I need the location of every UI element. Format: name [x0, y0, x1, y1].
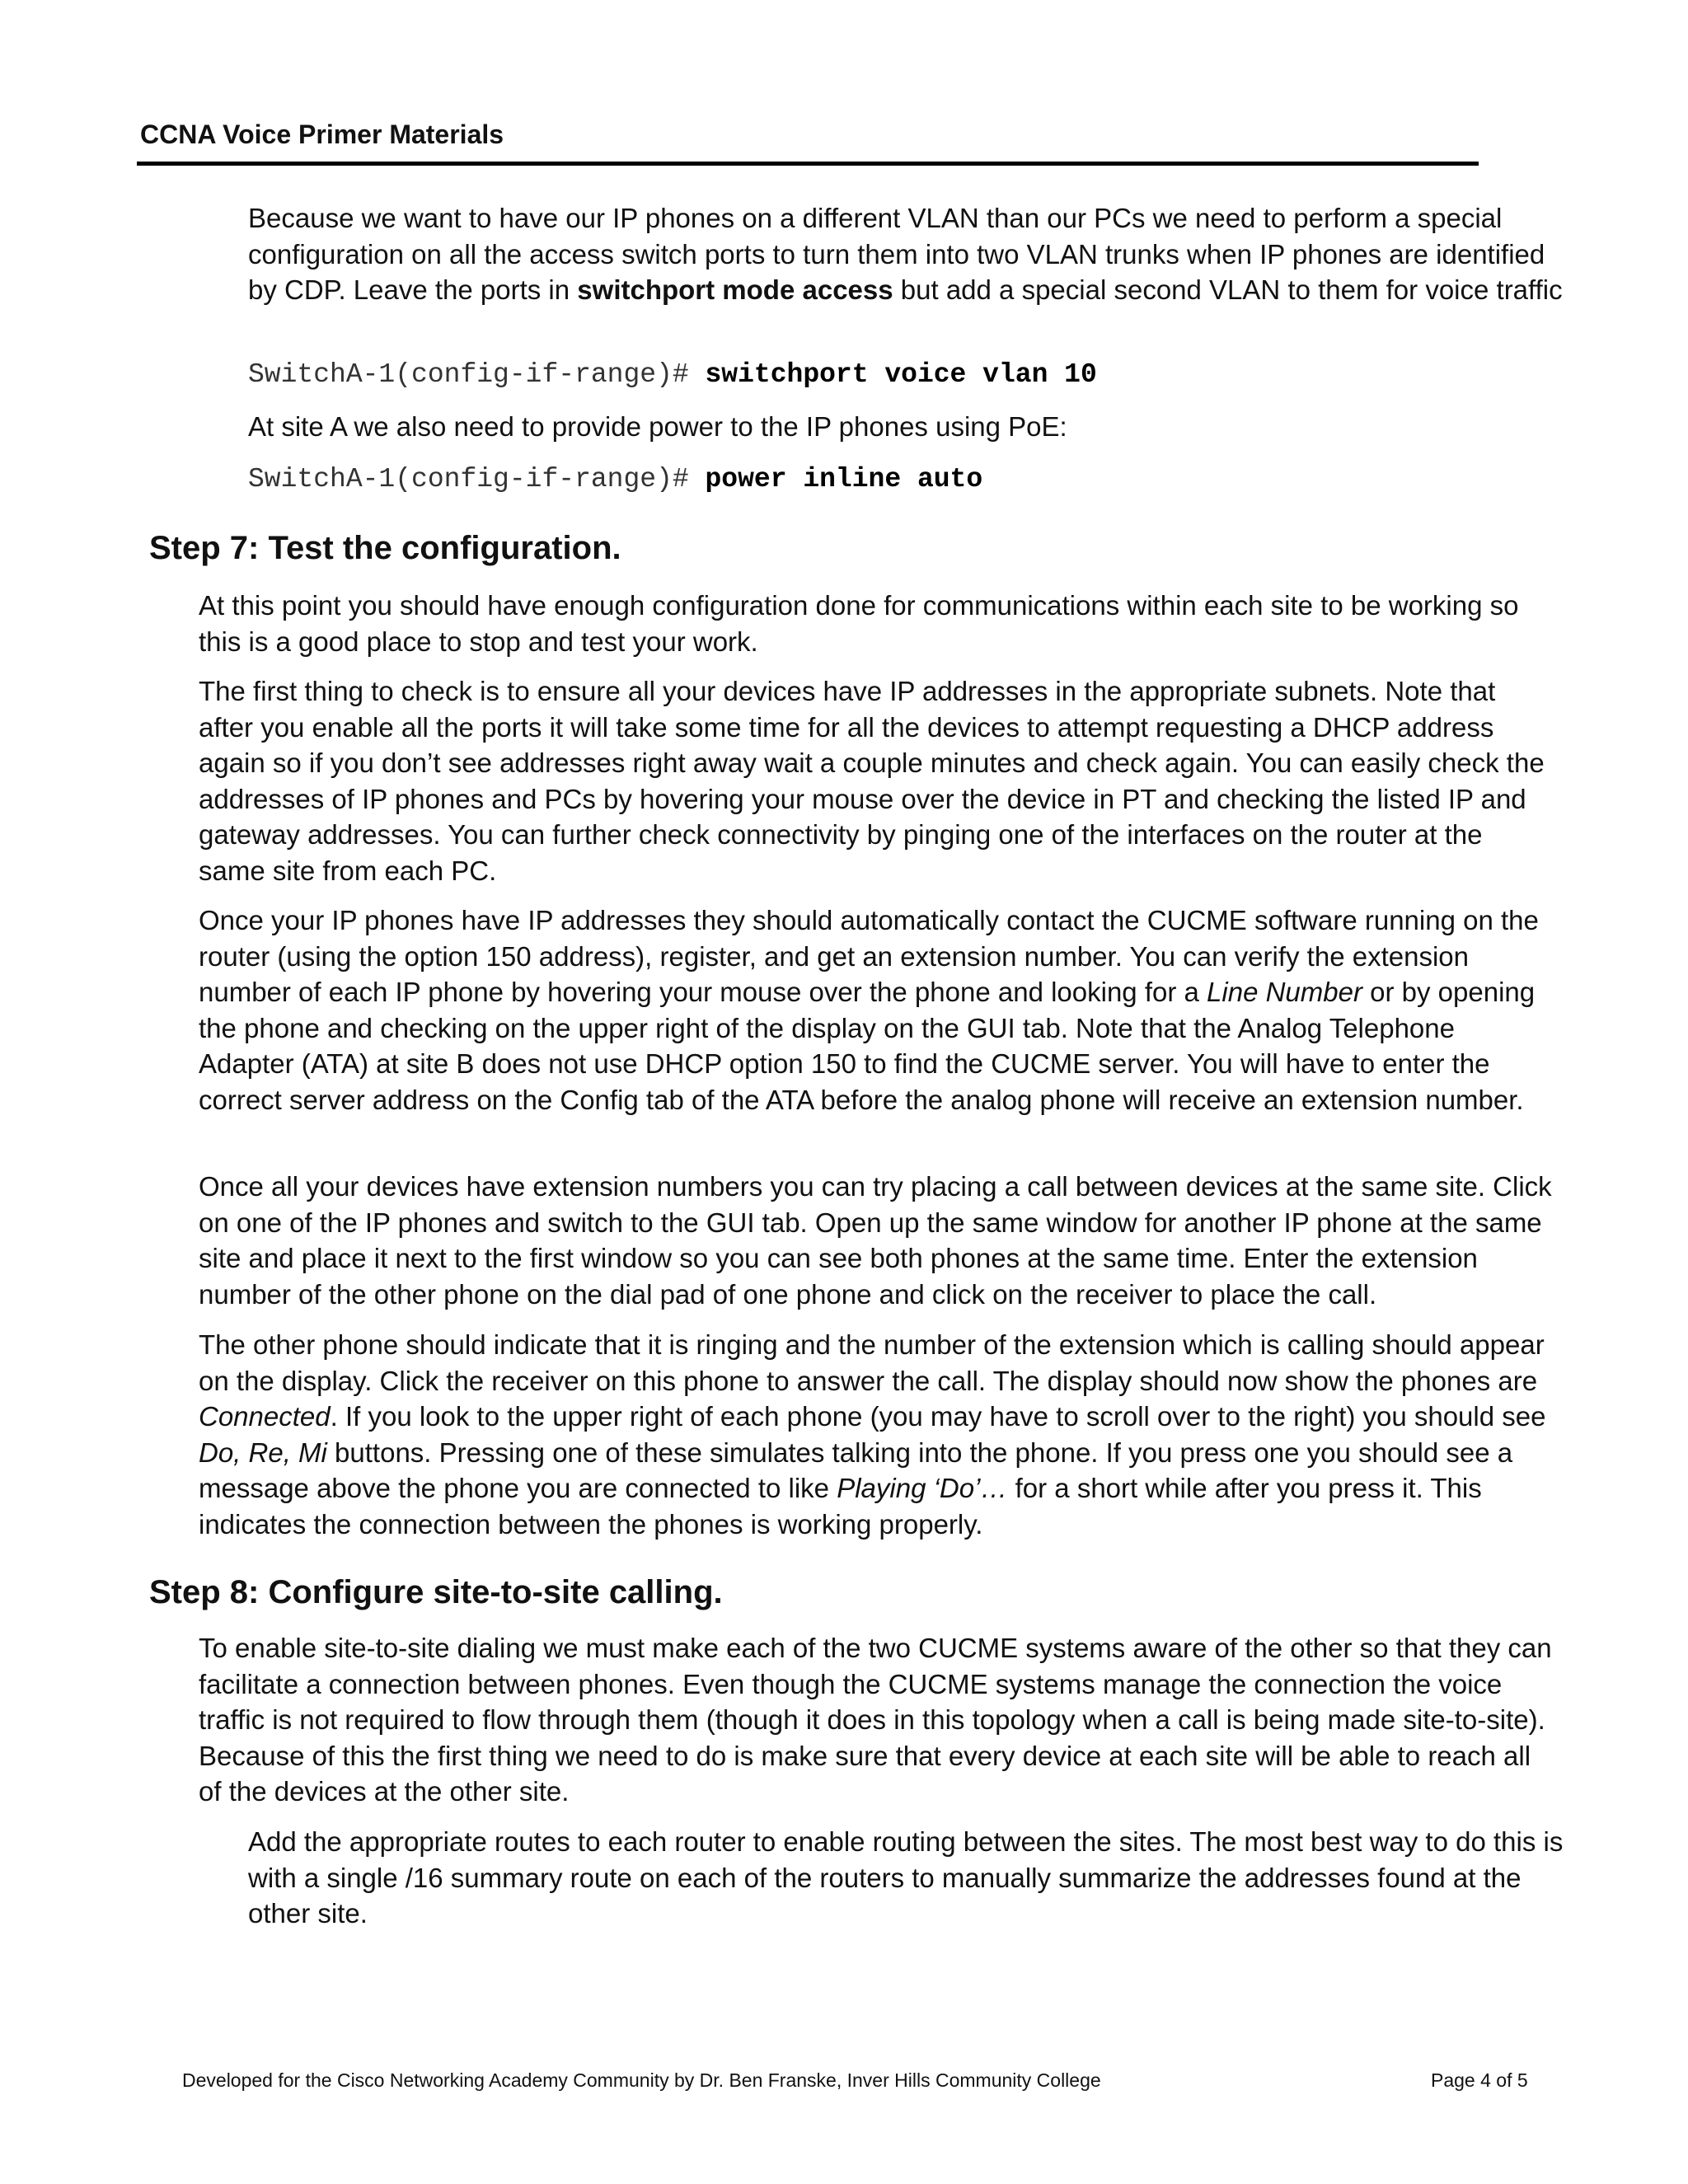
step7-p3-text-2: or by opening the phone and checking on the upper right of the display on the GUI tab. Note that the Analog Telephone Adapter (ATA) at site B does not use DHCP option 150 to find the CUCME server. You will have to enter the correct server address on the Config tab of the ATA before the analog phone will receive an extension number.: [199, 977, 1536, 1115]
step8-paragraph-1: To enable site-to-site dialing we must make each of the two CUCME systems aware of the other so that they can facilitate a connection between phones. Even though the CUCME systems manage the connection the voice traffic is not required to flow through them (though it does in this topology when a call is being made site-to-site). Because of this the first thing we need to do is make sure that every device at each site will be able to reach all of the devices at the other site.: [199, 1633, 1552, 1807]
intro-paragraph-poe: At site A we also need to provide power to the IP phones using PoE:: [248, 411, 1067, 442]
step7-paragraph-5: [199, 1327, 1554, 1542]
step7-p5-italic-connected: Connected: [199, 1401, 331, 1432]
code-prompt: SwitchA-1(config-if-range)#: [248, 464, 706, 494]
page-header-title: CCNA Voice Primer Materials: [140, 120, 504, 149]
code-command: switchport voice vlan 10: [705, 359, 1097, 390]
step7-heading: Step 7: Test the configuration.: [149, 530, 621, 566]
step7-p5-text-d: for a short while after you press it. This indicates the connection between the phones is working properly.: [199, 1473, 1482, 1540]
step8-heading: Step 8: Configure site-to-site calling.: [149, 1574, 723, 1610]
intro-bold-switchport-mode: switchport mode access: [577, 274, 893, 305]
step7-p5-text-c: buttons. Pressing one of these simulates talking into the phone. If you press one you should see a message above the phone you are connected to like: [199, 1436, 1513, 1503]
code-prompt: SwitchA-1(config-if-range)#: [248, 359, 706, 390]
footer-credit: Developed for the Cisco Networking Academy Community by Dr. Ben Franske, Inver Hills Community College: [182, 2069, 1101, 2091]
code-voice-vlan: [248, 357, 1097, 393]
code-power-inline: [248, 462, 982, 498]
step7-p5-text-b: . If you look to the upper right of each phone (you may have to scroll over to the right) you should see: [330, 1401, 1546, 1432]
intro-paragraph-voice-vlan: [248, 200, 1567, 308]
step8-paragraph-2: Add the appropriate routes to each router to enable routing between the sites. The most best way to do this is with a single /16 summary route on each of the routers to manually summarize the addresses found at the other site.: [248, 1826, 1564, 1929]
intro-text-1: Because we want to have our IP phones on a different VLAN than our PCs we need to perform a special configuration on all the access switch ports to turn them into two VLAN trunks when IP phones are identified by CDP. Leave the ports in: [248, 203, 1545, 305]
step7-paragraph-4: Once all your devices have extension numbers you can try placing a call between devices at the same site. Click on one of the IP phones and switch to the GUI tab. Open up the same window for another IP phone at the same site and place it next to the first window so you can see both phones at the same time. Enter the extension number of the other phone on the dial pad of one phone and click on the receiver to place the call.: [199, 1171, 1552, 1310]
intro-text-2: but add a special second VLAN to them for voice traffic: [893, 274, 1563, 305]
step7-p5-text-a: The other phone should indicate that it is ringing and the number of the extension which is calling should appear on the display. Click the receiver on this phone to answer the call. The display should now show the phones are: [199, 1329, 1545, 1396]
step7-p3-italic-line-number: Line Number: [1207, 977, 1362, 1007]
step7-paragraph-3: [199, 902, 1554, 1118]
code-command: power inline auto: [705, 464, 983, 494]
step7-p3-text-1: Once your IP phones have IP addresses they should automatically contact the CUCME software running on the router (using the option 150 address), register, and get an extension number. You can verify the extension number of each IP phone by hovering your mouse over the phone and looking for a: [199, 905, 1539, 1007]
header-divider: [137, 162, 1479, 166]
footer-page-number: Page 4 of 5: [1431, 2069, 1528, 2091]
step7-p5-italic-playing: Playing ‘Do’…: [837, 1473, 1008, 1503]
step7-paragraph-1: At this point you should have enough configuration done for communications within each site to be working so this is a good place to stop and test your work.: [199, 590, 1519, 657]
step7-paragraph-2: The first thing to check is to ensure all your devices have IP addresses in the appropriate subnets. Note that after you enable all the ports it will take some time for all the devices to attempt requesting a DHCP address again so if you don’t see addresses right away wait a couple minutes and check again. You can easily check the addresses of IP phones and PCs by hovering your mouse over the device in PT and checking the listed IP and gateway addresses. You can further check connectivity by pinging one of the interfaces on the router at the same site from each PC.: [199, 676, 1545, 886]
step7-p5-italic-do-re-mi: Do, Re, Mi: [199, 1436, 327, 1468]
